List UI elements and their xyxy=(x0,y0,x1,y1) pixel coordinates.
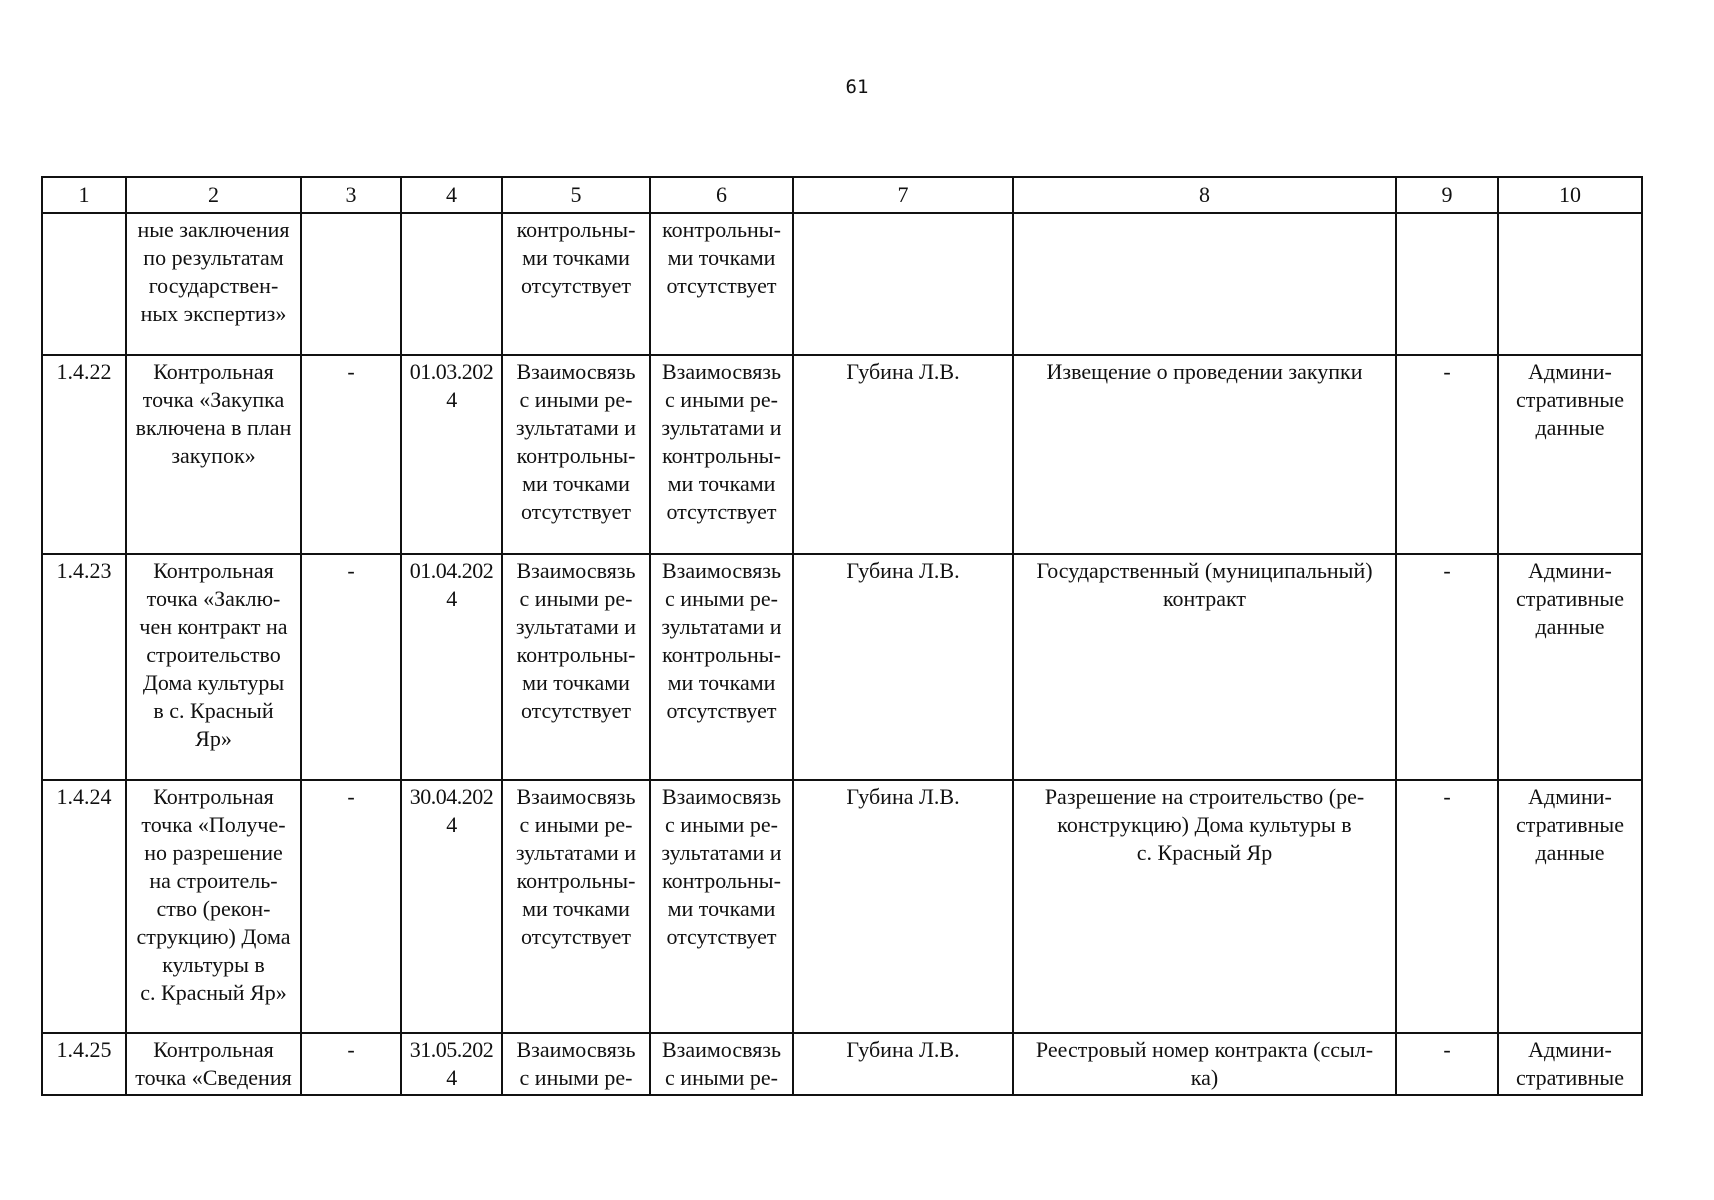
cell-code xyxy=(42,213,126,355)
cell-code: 1.4.24 xyxy=(42,780,126,1033)
cell-code: 1.4.22 xyxy=(42,355,126,554)
cell-date: 30.04.2024 xyxy=(401,780,502,1033)
cell-relation-points: Взаимосвязь с иными ре- xyxy=(650,1033,793,1095)
cell-relation-results: Взаимосвязь с иными ре- xyxy=(502,1033,650,1095)
cell-date: 01.04.2024 xyxy=(401,554,502,780)
cell-relation-points: Взаимосвязь с иными ре- зультатами и контрольны- ми точками отсутствует xyxy=(650,355,793,554)
cell-relation-results: Взаимосвязь с иными ре- зультатами и контрольны- ми точками отсутствует xyxy=(502,554,650,780)
table-row xyxy=(42,780,1642,1033)
cell-date: 31.05.2024 xyxy=(401,1033,502,1095)
cell-col3: - xyxy=(301,1033,401,1095)
column-header: 4 xyxy=(401,177,502,213)
cell-document xyxy=(1013,213,1396,355)
cell-document: Извещение о проведении закупки xyxy=(1013,355,1396,554)
table-row xyxy=(42,554,1642,780)
cell-relation-results: контрольны- ми точками отсутствует xyxy=(502,213,650,355)
cell-col9: - xyxy=(1396,780,1498,1033)
cell-date: 01.03.2024 xyxy=(401,355,502,554)
cell-name: Контрольная точка «Сведения xyxy=(126,1033,301,1095)
cell-responsible: Губина Л.В. xyxy=(793,355,1013,554)
cell-source: Админи- стративные данные xyxy=(1498,554,1642,780)
column-header: 6 xyxy=(650,177,793,213)
cell-date xyxy=(401,213,502,355)
cell-code: 1.4.25 xyxy=(42,1033,126,1095)
cell-col3 xyxy=(301,213,401,355)
cell-relation-points: контрольны- ми точками отсутствует xyxy=(650,213,793,355)
table-row xyxy=(42,1033,1642,1095)
cell-col9: - xyxy=(1396,554,1498,780)
cell-responsible: Губина Л.В. xyxy=(793,780,1013,1033)
cell-name: ные заключения по результатам государствен- ных экспертиз» xyxy=(126,213,301,355)
column-header: 8 xyxy=(1013,177,1396,213)
cell-col9: - xyxy=(1396,1033,1498,1095)
table-row xyxy=(42,355,1642,554)
cell-document: Реестровый номер контракта (ссыл- ка) xyxy=(1013,1033,1396,1095)
cell-source xyxy=(1498,213,1642,355)
cell-source: Админи- стративные данные xyxy=(1498,355,1642,554)
cell-responsible: Губина Л.В. xyxy=(793,554,1013,780)
column-header: 7 xyxy=(793,177,1013,213)
column-header: 9 xyxy=(1396,177,1498,213)
page-number: 61 xyxy=(845,76,869,98)
cell-source: Админи- стративные данные xyxy=(1498,780,1642,1033)
cell-relation-results: Взаимосвязь с иными ре- зультатами и контрольны- ми точками отсутствует xyxy=(502,355,650,554)
header-row xyxy=(42,177,1642,213)
control-points-table xyxy=(41,176,1643,1096)
cell-document: Разрешение на строительство (ре- конструкцию) Дома культуры в с. Красный Яр xyxy=(1013,780,1396,1033)
cell-col3: - xyxy=(301,780,401,1033)
cell-col9 xyxy=(1396,213,1498,355)
table-row-continuation xyxy=(42,213,1642,355)
cell-col3: - xyxy=(301,355,401,554)
cell-name: Контрольная точка «Получе- но разрешение на строитель- ство (рекон- струкцию) Дома культуры в с. Красный Яр» xyxy=(126,780,301,1033)
column-header: 5 xyxy=(502,177,650,213)
cell-col3: - xyxy=(301,554,401,780)
column-header: 3 xyxy=(301,177,401,213)
cell-relation-points: Взаимосвязь с иными ре- зультатами и контрольны- ми точками отсутствует xyxy=(650,554,793,780)
cell-source: Админи- стративные xyxy=(1498,1033,1642,1095)
cell-document: Государственный (муниципальный) контракт xyxy=(1013,554,1396,780)
cell-code: 1.4.23 xyxy=(42,554,126,780)
cell-name: Контрольная точка «Заклю- чен контракт на строительство Дома культуры в с. Красный Яр» xyxy=(126,554,301,780)
cell-relation-results: Взаимосвязь с иными ре- зультатами и контрольны- ми точками отсутствует xyxy=(502,780,650,1033)
cell-relation-points: Взаимосвязь с иными ре- зультатами и контрольны- ми точками отсутствует xyxy=(650,780,793,1033)
cell-name: Контрольная точка «Закупка включена в план закупок» xyxy=(126,355,301,554)
column-header: 10 xyxy=(1498,177,1642,213)
cell-responsible: Губина Л.В. xyxy=(793,1033,1013,1095)
cell-responsible xyxy=(793,213,1013,355)
column-header: 2 xyxy=(126,177,301,213)
cell-col9: - xyxy=(1396,355,1498,554)
column-header: 1 xyxy=(42,177,126,213)
